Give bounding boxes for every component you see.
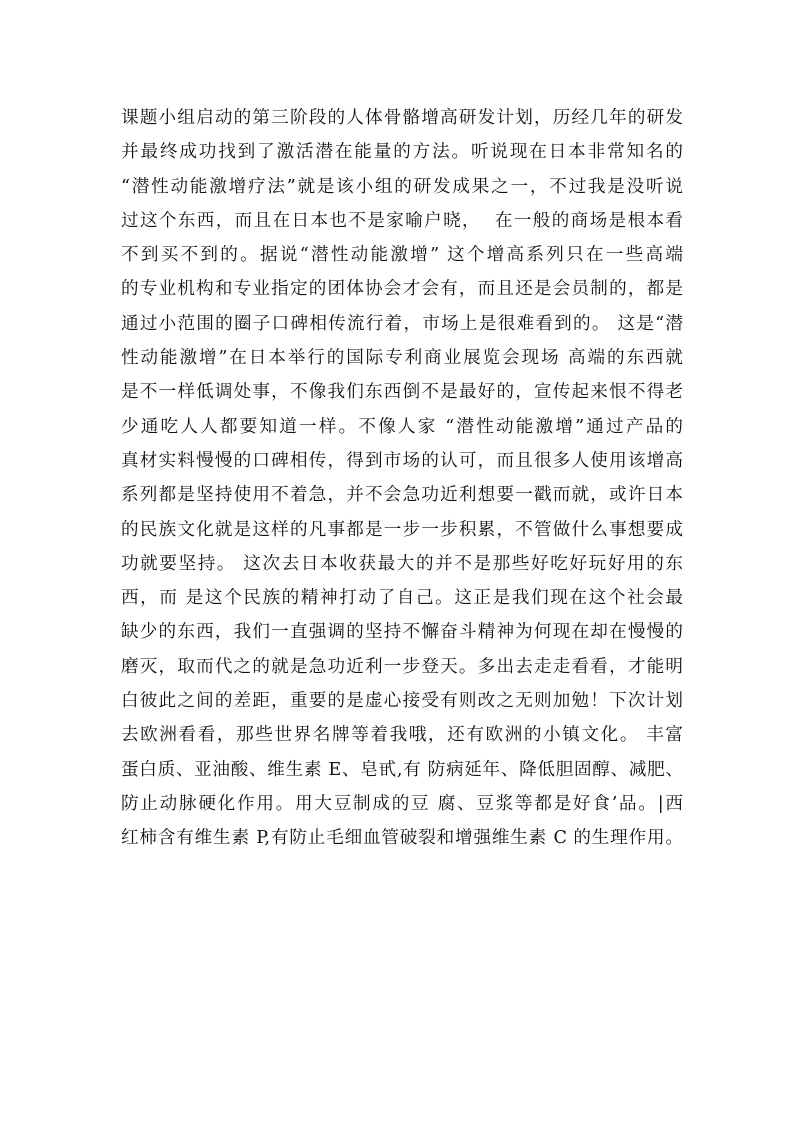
text-line: 不到买不到的。据说“潜性动能激增” 这个增高系列只在一些高端 — [121, 245, 683, 266]
text-line: 缺少的东西，我们一直强调的坚持不懈奋斗精神为何现在却在慢慢的 — [121, 622, 683, 643]
text-line: 白彼此之间的差距，重要的是虚心接受有则改之无则加勉！下次计划 — [121, 691, 683, 712]
text-line: 性动能激增”在日本举行的国际专利商业展览会现场 高端的东西就 — [121, 348, 683, 369]
text-line: 并最终成功找到了激活潜在能量的方法。听说现在日本非常知名的 — [121, 142, 683, 163]
text-line: 系列都是坚持使用不着急，并不会急功近利想要一戳而就，或许日本 — [121, 485, 683, 506]
text-line: 真材实料慢慢的口碑相传，得到市场的认可，而且很多人使用该增高 — [121, 450, 683, 471]
text-line: 去欧洲看看，那些世界名牌等着我哦，还有欧洲的小镇文化。 丰富 — [121, 725, 683, 746]
body-text — [121, 101, 683, 856]
text-line: 是不一样低调处事，不像我们东西倒不是最好的，宣传起来恨不得老 — [121, 382, 683, 403]
text-line: 的专业机构和专业指定的团体协会才会有，而且还是会员制的，都是 — [121, 279, 683, 300]
text-line: 西，而 是这个民族的精神打动了自己。这正是我们现在这个社会最 — [121, 588, 683, 609]
text-line: “潜性动能激增疗法”就是该小组的研发成果之一，不过我是没听说 — [121, 176, 683, 197]
text-line: 的民族文化就是这样的凡事都是一步一步积累，不管做什么事想要成 — [121, 519, 683, 540]
text-line: 蛋白质、亚油酸、维生素 E、皂甙,有 防病延年、降低胆固醇、减肥、 — [121, 759, 683, 780]
text-line: 磨灭，取而代之的就是急功近利一步登天。多出去走走看看，才能明 — [121, 656, 683, 677]
text-line: 少通吃人人都要知道一样。不像人家 “潜性动能激增”通过产品的 — [121, 416, 683, 437]
text-line: 红柿含有维生素 P,有防止毛细血管破裂和增强维生素 C 的生理作用。 — [121, 828, 683, 849]
text-line: 过这个东西，而且在日本也不是家喻户晓， 在一般的商场是根本看 — [121, 210, 683, 231]
text-line: 功就要坚持。 这次去日本收获最大的并不是那些好吃好玩好用的东 — [121, 553, 683, 574]
text-line: 防止动脉硬化作用。用大豆制成的豆 腐、豆浆等都是好食’品。|西 — [121, 793, 683, 814]
text-line: 通过小范围的圈子口碑相传流行着，市场上是很难看到的。 这是“潜 — [121, 313, 683, 334]
text-line: 课题小组启动的第三阶段的人体骨骼增高研发计划，历经几年的研发 — [121, 108, 683, 128]
